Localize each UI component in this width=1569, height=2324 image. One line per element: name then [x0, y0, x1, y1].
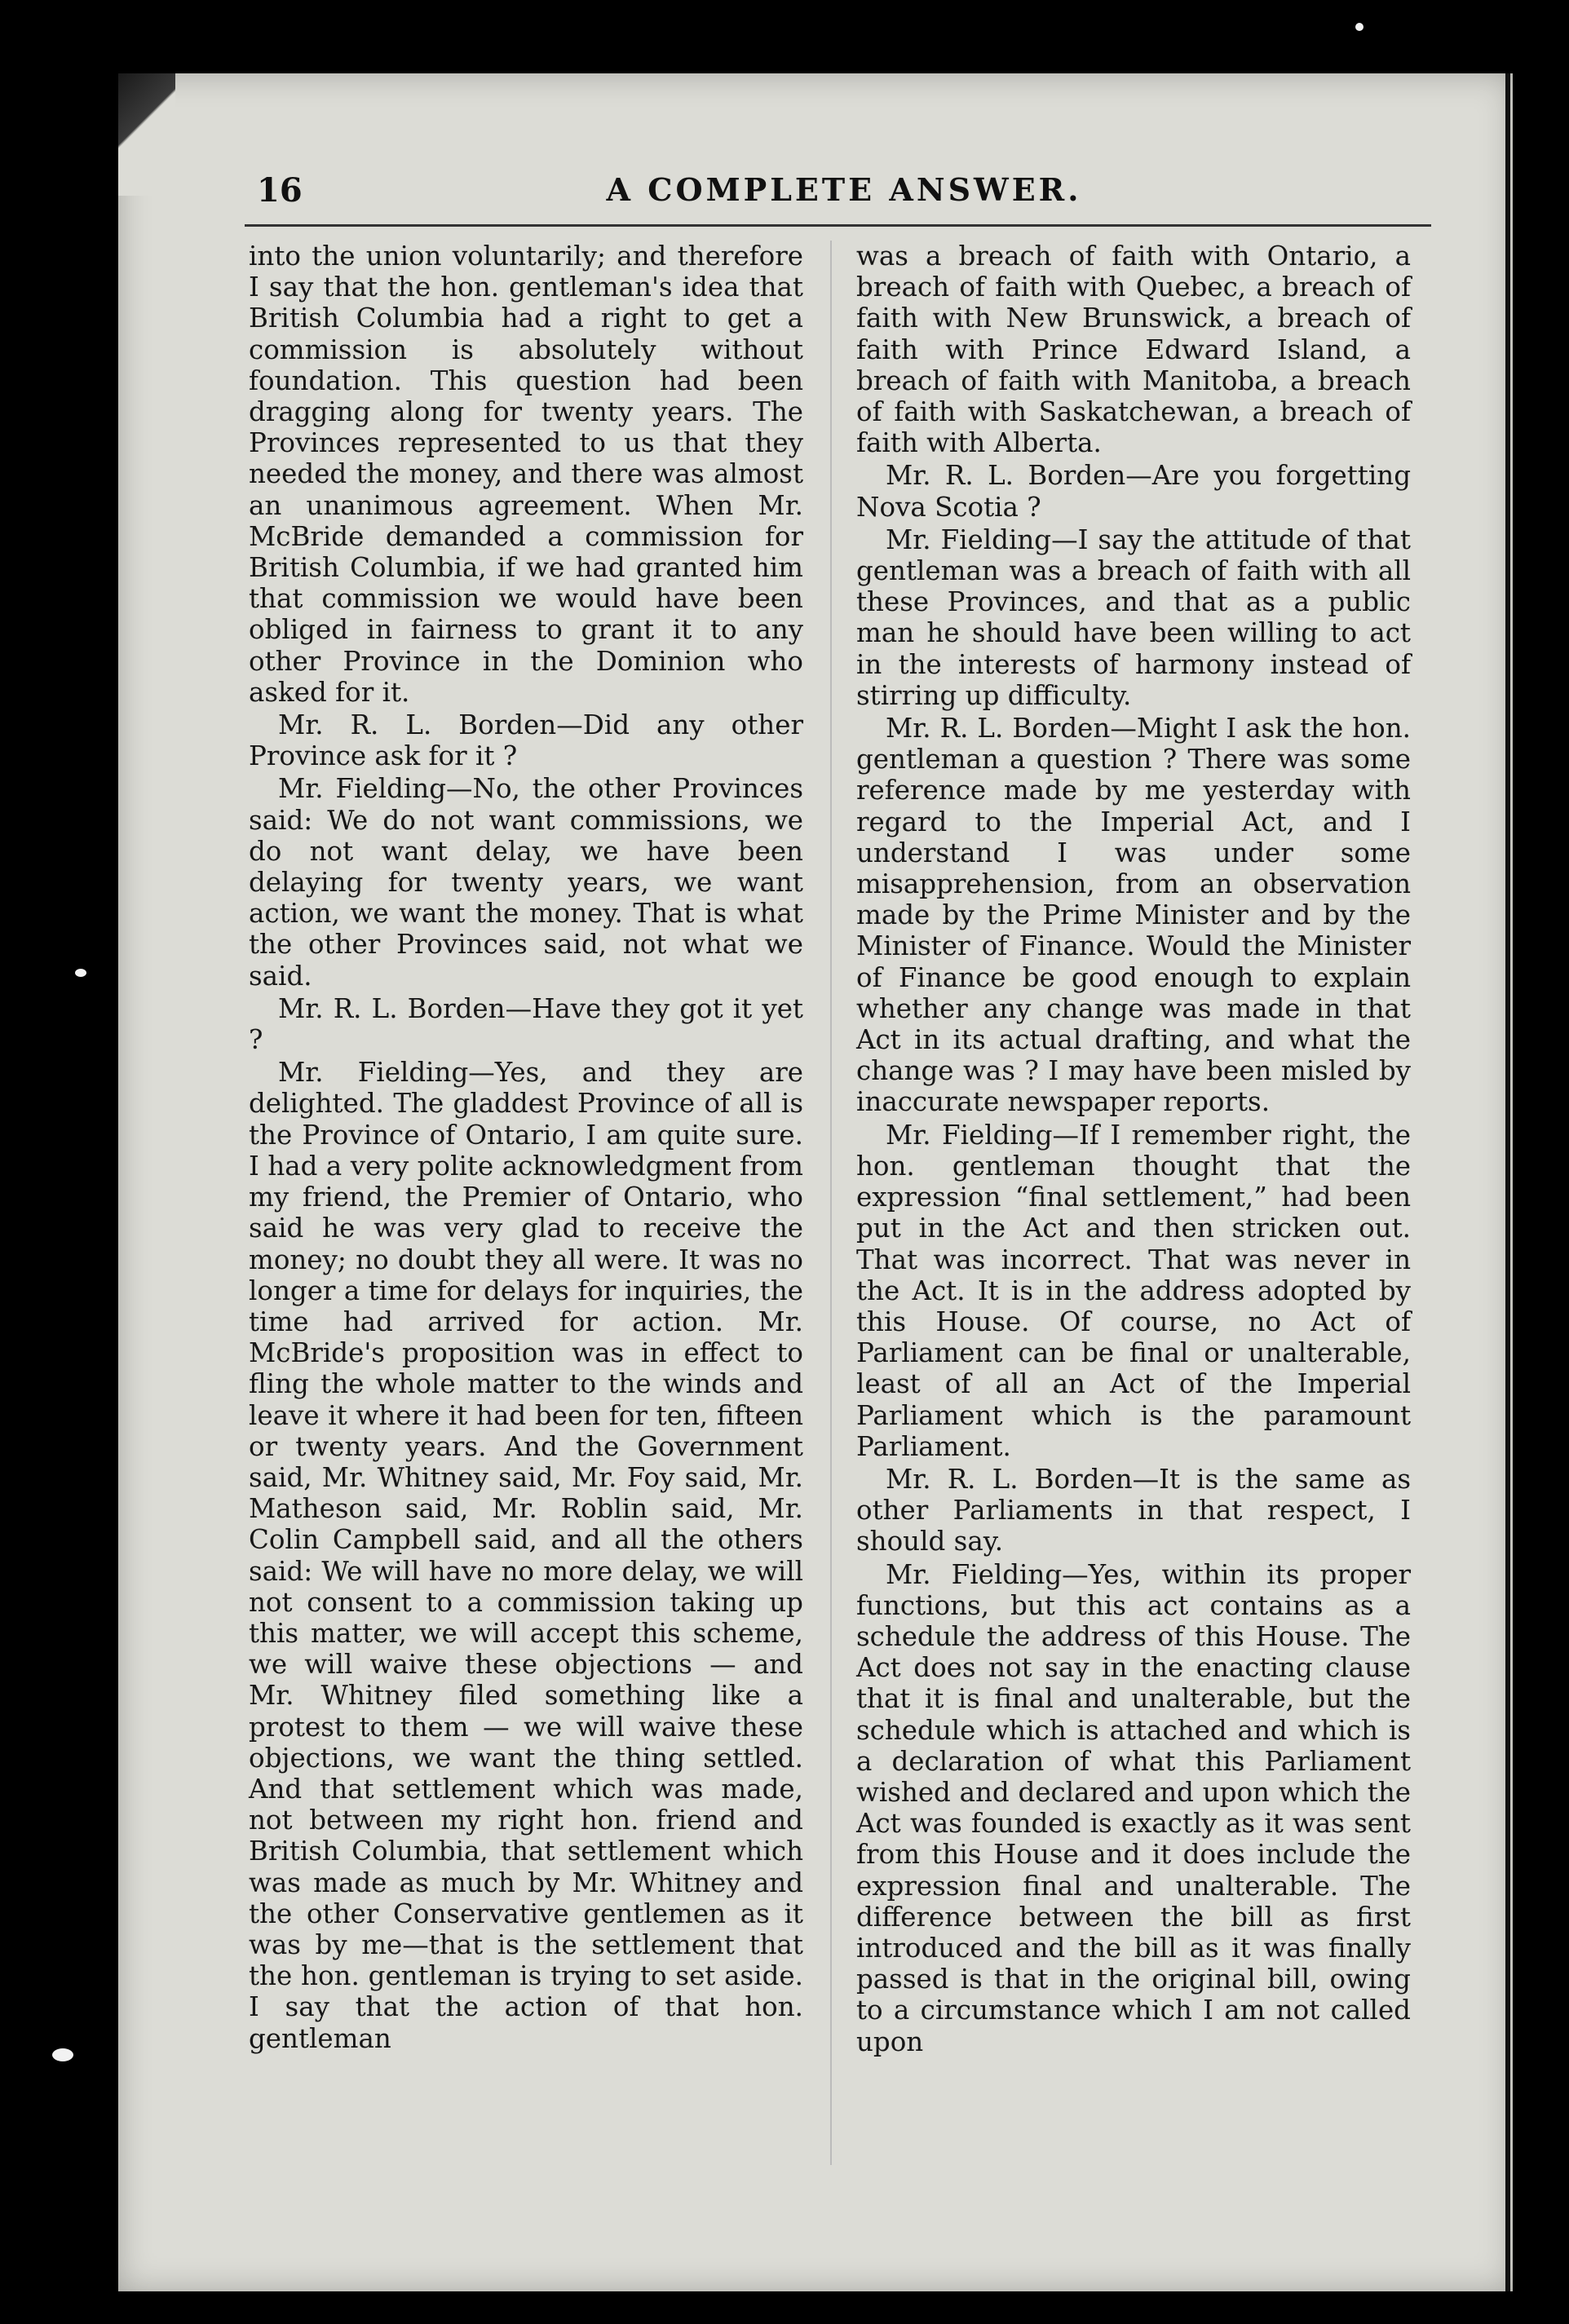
- paragraph: into the union voluntarily; and therefore I say that the hon. gentleman's idea that British Columbia had a right to get a commission is absolutely without foundation. This question had been dragging along for twenty years. The Provinces represented to us that they needed the money, and there was almost an unanimous agreement. When Mr. McBride demanded a commission for British Columbia, if we had granted him that commission we would have been obliged in fairness to grant it to any other Province in the Dominion who asked for it.: [249, 241, 803, 708]
- paragraph: Mr. R. L. Borden—Might I ask the hon. gentleman a question ? There was some reference made by me yesterday with regard to the Imperial Act, and I understand I was under some misapprehension, from an observation made by the Prime Minister and by the Minister of Finance. Would the Minister of Finance be good enough to explain whether any change was made in that Act in its actual drafting, and what the change was ? I may have been misled by inaccurate newspaper reports.: [856, 713, 1411, 1118]
- left-column: [249, 241, 803, 2056]
- dust-speck: [1355, 23, 1363, 31]
- paragraph: Mr. Fielding—Yes, and they are delighted. The gladdest Province of all is the Province of Ontario, I am quite sure. I had a very polite acknowledgment from my friend, the Premier of Ontario, who said he was very glad to receive the money; no doubt they all were. It was no longer a time for delays for inquiries, the time had arrived for action. Mr. McBride's proposition was in effect to fling the whole matter to the winds and leave it where it had been for ten, fifteen or twenty years. And the Government said, Mr. Whitney said, Mr. Foy said, Mr. Matheson said, Mr. Roblin said, Mr. Colin Campbell said, and all the others said: We will have no more delay, we will not consent to a commission taking up this matter, we will accept this scheme, we will waive these objections — and Mr. Whitney filed something like a protest to them — we will waive these objections, we want the thing settled. And that settlement which was made, not between my right hon. friend and British Columbia, that settlement which was made as much by Mr. Whitney and the other Conservative gentlemen as it was by me—that is the settlement that the hon. gentleman is trying to set aside. I say that the action of that hon. gentleman: [249, 1057, 803, 2054]
- paragraph: Mr. R. L. Borden—Have they got it yet ?: [249, 992, 803, 1056]
- paragraph: Mr. R. L. Borden—It is the same as other Parliaments in that respect, I should say.: [856, 1463, 1411, 1557]
- paragraph: Mr. Fielding—If I remember right, the hon. gentleman thought that the expression “final settlement,” had been put in the Act and then stricken out. That was incorrect. That was never in the Act. It is in the address adopted by this House. Of course, no Act of Parliament can be final or unalterable, least of all an Act of the Imperial Parliament which is the paramount Parliament.: [856, 1119, 1411, 1462]
- running-title: A COMPLETE ANSWER.: [606, 171, 1082, 208]
- paragraph: was a breach of faith with Ontario, a breach of faith with Quebec, a breach of faith with New Brunswick, a breach of faith with Prince Edward Island, a breach of faith with Manitoba, a breach of faith with Saskatchewan, a breach of faith with Alberta.: [856, 241, 1411, 459]
- dust-speck: [52, 2048, 73, 2061]
- page-header: [257, 171, 1431, 220]
- dust-speck: [75, 969, 86, 977]
- column-divider: [830, 241, 832, 2165]
- page-corner-fold: [118, 73, 175, 196]
- paragraph: Mr. Fielding—Yes, within its proper functions, but this act contains as a schedule the address of this House. The Act does not say in the enacting clause that it is final and unalterable, but the schedule which is attached and which is a declaration of what this Parliament wished and declared and upon which the Act was founded is exactly as it was sent from this House and it does include the expression final and unalterable. The difference between the bill as first introduced and the bill as it was finally passed is that in the original bill, owing to a circumstance which I am not called upon: [856, 1558, 1411, 2057]
- paragraph: Mr. Fielding—No, the other Provinces said: We do not want commissions, we do not want delay, we have been delaying for twenty years, we want action, we want the money. That is what the other Provinces said, not what we said.: [249, 773, 803, 992]
- paragraph: Mr. R. L. Borden—Are you forgetting Nova Scotia ?: [856, 460, 1411, 523]
- paragraph: Mr. Fielding—I say the attitude of that gentleman was a breach of faith with all these Provinces, and that as a public man he should have been willing to act in the interests of harmony instead of stirring up difficulty.: [856, 524, 1411, 711]
- header-rule: [245, 224, 1431, 227]
- paragraph: Mr. R. L. Borden—Did any other Province ask for it ?: [249, 709, 803, 772]
- right-column: [856, 241, 1411, 2059]
- page-edge: [1505, 73, 1510, 2291]
- page-number: 16: [257, 171, 303, 210]
